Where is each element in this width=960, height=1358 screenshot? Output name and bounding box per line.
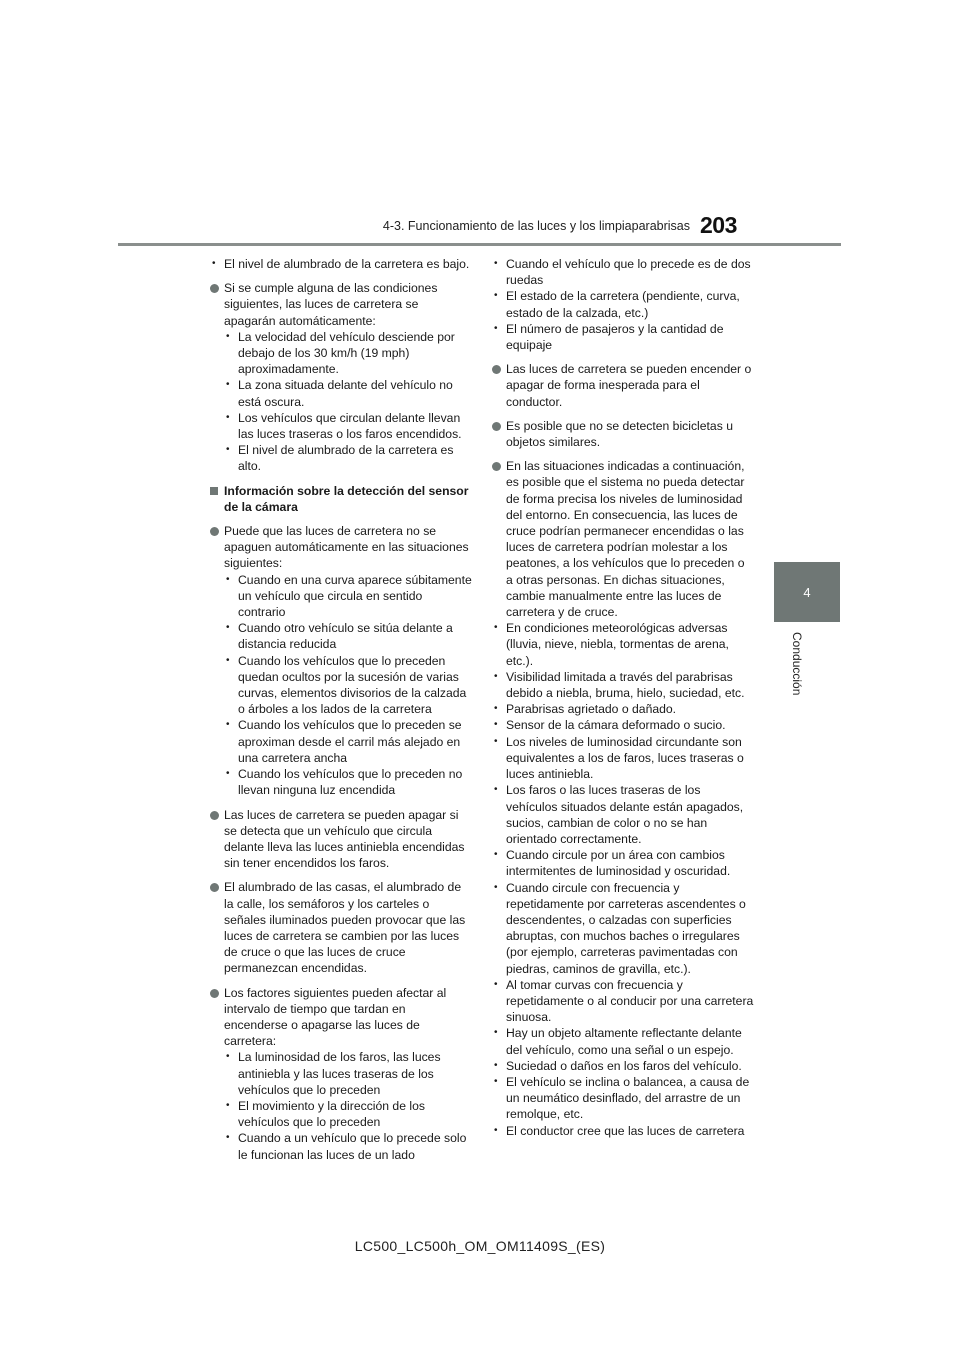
sub-list [224, 329, 472, 475]
dot-item-text: Puede que las luces de carretera no se apaguen automáticamente en las situaciones siguientes: [224, 524, 469, 571]
chapter-tab [774, 562, 840, 622]
bullet-dot-icon [210, 527, 219, 536]
page-number: 203 [700, 212, 737, 238]
dot-item [492, 458, 754, 620]
dot-item [210, 879, 472, 976]
bullet-dot-icon [492, 365, 501, 374]
list-item: • La zona situada delante del vehículo no está oscura. [224, 377, 472, 409]
dot-item [210, 280, 472, 474]
right-column [492, 256, 754, 1139]
list-item: • Cuando otro vehículo se sitúa delante a distancia reducida [224, 620, 472, 652]
list-item: • En condiciones meteorológicas adversas (lluvia, nieve, niebla, tormentas de arena, etc.). [492, 620, 754, 669]
dot-item-text: En las situaciones indicadas a continuación, es posible que el sistema no pueda detectar de forma precisa los niveles de luminosidad del entorno. En consecuencia, las luces de cruce podrían permanecer encendidas o las luces de carretera podrían molestar a los peatones, a los vehículos que lo preceden o a otras personas. En dichas situaciones, cambie manualmente entre las luces de carretera y de cruce. [506, 459, 745, 620]
list-item: • Sensor de la cámara deformado o sucio. [492, 717, 754, 733]
list-item: • Cuando circule por un área con cambios intermitentes de luminosidad y oscuridad. [492, 847, 754, 879]
dot-item-text: Las luces de carretera se pueden apagar si se detecta que un vehículo que circula delante lleva las luces antiniebla encendidas sin tener encendidos los faros. [224, 807, 465, 871]
bullet-dot-icon [492, 422, 501, 431]
list-item: • El movimiento y la dirección de los vehículos que lo preceden [224, 1098, 472, 1130]
sub-list [224, 1049, 472, 1162]
list-item: • Los niveles de luminosidad circundante son equivalentes a los de faros, luces traseras o luces antiniebla. [492, 734, 754, 783]
sub-list [492, 256, 754, 353]
dot-item-text: Es posible que no se detecten bicicletas u objetos similares. [506, 418, 733, 450]
section-heading-text: Información sobre la detección del sensor de la cámara [224, 483, 469, 514]
chapter-number: 4 [803, 584, 811, 600]
bullet-dot-icon [210, 811, 219, 820]
left-column [210, 256, 472, 1163]
list-item: • El número de pasajeros y la cantidad de equipaje [492, 321, 754, 353]
sub-list [224, 572, 472, 799]
list-item: • La luminosidad de los faros, las luces antiniebla y las luces traseras de los vehículos que lo preceden [224, 1049, 472, 1098]
section-title: 4-3. Funcionamiento de las luces y los limpiaparabrisas [382, 219, 690, 233]
list-item: • Cuando a un vehículo que lo precede solo le funcionan las luces de un lado [224, 1130, 472, 1162]
bullet-dot-icon [210, 989, 219, 998]
list-item: • Cuando en una curva aparece súbitamente un vehículo que circula en sentido contrario [224, 572, 472, 621]
list-item: • Parabrisas agrietado o dañado. [492, 701, 754, 717]
dot-item-text: Las luces de carretera se pueden encender o apagar de forma inesperada para el conductor. [506, 362, 752, 409]
dot-item [492, 418, 754, 450]
list-item: • Cuando los vehículos que lo preceden no llevan ninguna luz encendida [224, 766, 472, 798]
dot-item [492, 361, 754, 410]
dot-item-text: Si se cumple alguna de las condiciones siguientes, las luces de carretera se apagarán automáticamente: [224, 281, 438, 328]
list-item: • Visibilidad limitada a través del parabrisas debido a niebla, bruma, hielo, suciedad, etc. [492, 669, 754, 701]
dot-item [210, 523, 472, 798]
list-item: • La velocidad del vehículo desciende por debajo de los 30 km/h (19 mph) aproximadamente. [224, 329, 472, 378]
header-divider [118, 243, 841, 246]
list-item: • Suciedad o daños en los faros del vehículo. [492, 1058, 754, 1074]
chapter-label: Conducción [790, 632, 804, 696]
bullet-dot-icon [210, 284, 219, 293]
list-item: • El conductor cree que las luces de carretera [492, 1123, 754, 1139]
square-bullet-icon [210, 487, 218, 495]
dot-item [210, 985, 472, 1163]
list-item: • Hay un objeto altamente reflectante delante del vehículo, como una señal o un espejo. [492, 1025, 754, 1057]
sub-list [492, 620, 754, 1139]
list-item: • El nivel de alumbrado de la carretera es alto. [224, 442, 472, 474]
dot-item-text: Los factores siguientes pueden afectar al intervalo de tiempo que tardan en encenderse o apagarse las luces de carretera: [224, 985, 447, 1049]
dot-item-text: El alumbrado de las casas, el alumbrado de la calle, los semáforos y los carteles o señales iluminados pueden provocar que las luces de carretera se cambien por las luces de cruce o que las luces de cruce permanezcan encendidas. [224, 880, 466, 976]
list-item: • Cuando el vehículo que lo precede es de dos ruedas [492, 256, 754, 288]
list-item: • El estado de la carretera (pendiente, curva, estado de la calzada, etc.) [492, 288, 754, 320]
list-item: • Los faros o las luces traseras de los vehículos situados delante están apagados, sucios, cambian de color o no se han orientado correctamente. [492, 782, 754, 847]
list-item: • El nivel de alumbrado de la carretera es bajo. [210, 256, 472, 272]
list-item: • Cuando los vehículos que lo preceden quedan ocultos por la sucesión de varias curvas, elementos divisorios de la calzada o árboles a los lados de la carretera [224, 653, 472, 718]
bullet-dot-icon [210, 883, 219, 892]
section-heading [210, 483, 472, 515]
list-item: • Cuando los vehículos que lo preceden se aproximan desde el carril más alejado en una carretera ancha [224, 717, 472, 766]
dot-item [210, 807, 472, 872]
list-item: • Al tomar curvas con frecuencia y repetidamente o al conducir por una carretera sinuosa. [492, 977, 754, 1026]
bullet-dot-icon [492, 462, 501, 471]
model-code-footer: LC500_LC500h_OM_OM11409S_(ES) [354, 1238, 606, 1254]
list-item: • Cuando circule con frecuencia y repetidamente por carreteras ascendentes o descendentes, o calzadas con superficies abruptas, con muchos baches o irregulares (por ejemplo, carreteras pavimentadas con piedras, caminos de gravilla, etc.). [492, 880, 754, 977]
list-item: • El vehículo se inclina o balancea, a causa de un neumático desinflado, del arrastre de un remolque, etc. [492, 1074, 754, 1123]
list-item: • Los vehículos que circulan delante llevan las luces traseras o los faros encendidos. [224, 410, 472, 442]
